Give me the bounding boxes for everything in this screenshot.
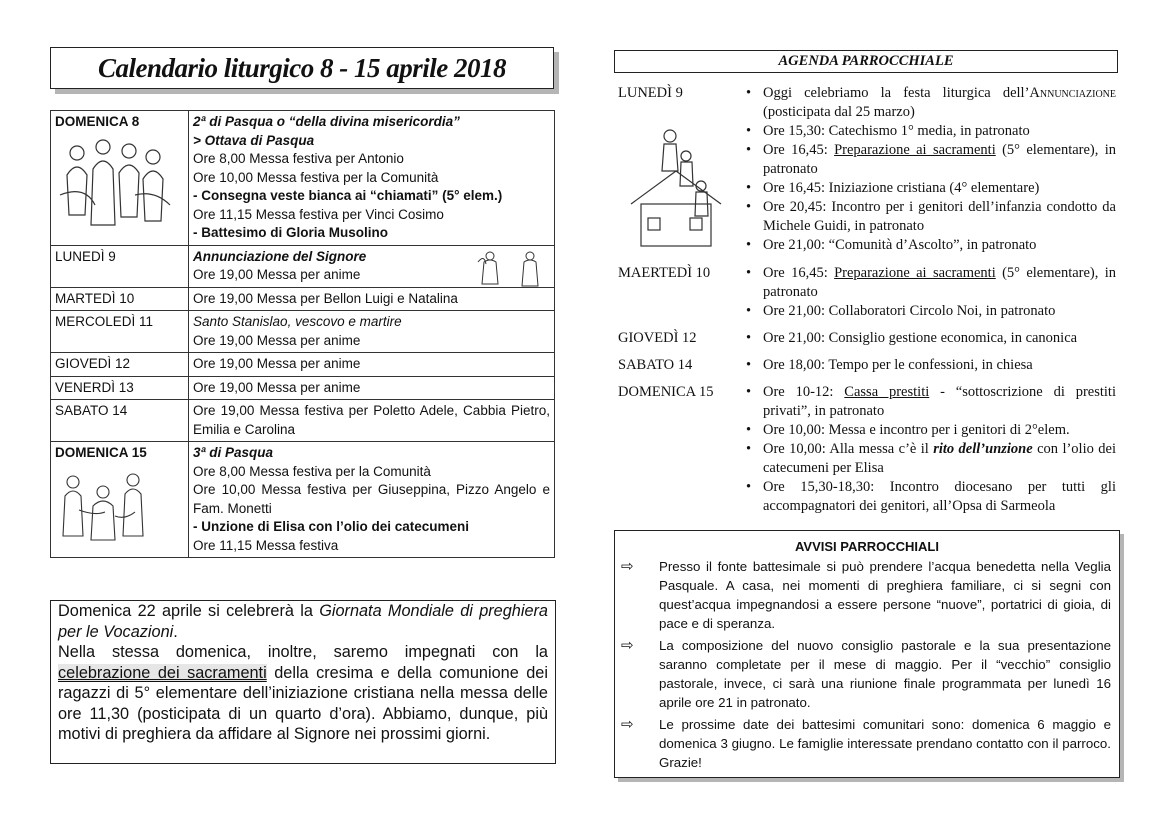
notice-paragraph-2: Nella stessa domenica, inoltre, saremo impegnati con la celebrazione dei sacramenti della cresima e della comunione dei ragazzi di 5° elementare dell’iniziazione cristiana nella messa delle ore 11,30 (posticipata di un quarto d’ora). Abbiamo, dunque, più motivi di preghiera da affidare al Signore nei prossimi giorni. [58,643,548,743]
calendar-day-cell: VENERDÌ 13 [51,376,189,400]
notices-title: AVVISI PARROCCHIALI [795,539,939,554]
calendar-row-tuesday-10 [51,287,555,311]
calendar-row-saturday-14 [51,400,555,442]
agenda-day-label: MAERTEDÌ 10 [618,265,711,281]
agenda-item: • Ore 21,00: Collaboratori Circolo Noi, in patronato [743,302,1116,321]
agenda-day-label: LUNEDÌ 9 [618,85,683,101]
mass-line: Ore 19,00 Messa per anime [193,332,361,348]
agenda-item: • Ore 21,00: “Comunità d’Ascolto”, in patronato [743,236,1116,255]
calendar-content-cell [189,245,555,287]
page-title: Calendario liturgico 8 - 15 aprile 2018 [97,52,507,83]
notice-item: ⇨ Presso il fonte battesimale si può prendere l’acqua benedetta nella Veglia Pasquale. A casa, nei momenti di preghiera familiare, ci si segni con quest’acqua impegnandosi a essere persone “nuove”, portatrici di gioia, di pace e di speranza. [621,558,1111,631]
calendar-day-cell: GIOVEDÌ 12 [51,353,189,377]
arrow-right-icon: ⇨ [621,637,634,654]
calendar-content-cell: Ore 19,00 Messa per anime [189,376,555,400]
calendar-row-friday-13 [51,376,555,400]
celebration-title: Annunciazione del Signore [193,248,367,264]
calendar-row-sunday-8 [51,111,555,246]
agenda-title: AGENDA PARROCCHIALE [778,53,954,69]
agenda-item: • Ore 21,00: Consiglio gestione economica, in canonica [743,329,1116,348]
agenda-list [743,84,1116,255]
event-line: - Consegna veste bianca ai “chiamati” (5° elem.) [193,188,503,203]
mass-line: Ore 10,00 Messa festiva per la Comunità [193,169,439,185]
notice-paragraph-1: Domenica 22 aprile si celebrerà la Giornata Mondiale di preghiera per le Vocazioni. [58,602,548,641]
calendar-content-cell: Ore 19,00 Messa per anime [189,353,555,377]
celebration-subtitle: > Ottava di Pasqua [193,132,315,148]
resurrection-illustration [55,135,173,230]
calendar-day-cell: LUNEDÌ 9 [51,245,189,287]
arrow-right-icon: ⇨ [621,558,634,575]
calendar-row-wednesday-11 [51,311,555,353]
family-house-illustration [626,126,726,251]
mass-line: Ore 8,00 Messa festiva per Antonio [193,151,404,166]
calendar-day-cell [51,111,189,246]
calendar-day-cell [51,442,189,558]
calendar-content-cell: Ore 19,00 Messa per Bellon Luigi e Natalina [189,287,555,311]
agenda-day-label: SABATO 14 [618,357,693,373]
agenda-list [743,264,1116,321]
event-line: - Unzione di Elisa con l’olio dei catecumeni [193,519,470,534]
mass-line: Ore 10,00 Messa festiva per Giuseppina, Pizzo Angelo e Fam. Monetti [193,482,550,516]
celebration-title: 2ª di Pasqua o “della divina misericordia” [193,114,460,129]
calendar-row-monday-9 [51,245,555,287]
calendar-content-cell: Ore 19,00 Messa festiva per Poletto Adele, Cabbia Pietro, Emilia e Carolina [189,400,555,442]
notice-item: ⇨ La composizione del nuovo consiglio pastorale e la sua presentazione saranno completate per il mese di maggio. Per il “vecchio” consiglio pastorale, invece, ci sarà una riunione finale programmata per lunedì 16 aprile ore 21 in patronato. [621,637,1111,710]
day-label: DOMENICA 15 [55,445,147,460]
parish-notices-box [614,530,1120,778]
mass-line: Ore 8,00 Messa festiva per la Comunità [193,463,431,479]
agenda-day-label: DOMENICA 15 [618,384,714,400]
agenda-item: • Ore 16,45: Preparazione ai sacramenti (5° elementare), in patronato [743,264,1116,302]
agenda-item: • Oggi celebriamo la festa liturgica dell’Annunciazione (posticipata dal 25 marzo) [743,84,1116,122]
calendar-row-sunday-15 [51,442,555,558]
arrow-right-icon: ⇨ [621,716,634,733]
annunciation-illustration [476,248,546,288]
liturgical-calendar-table [50,110,555,558]
calendar-day-cell: MARTEDÌ 10 [51,287,189,311]
agenda-item: • Ore 16,45: Iniziazione cristiana (4° elementare) [743,179,1116,198]
event-line: - Battesimo di Gloria Musolino [193,225,389,240]
agenda-day-monday-9 [618,84,1118,256]
calendar-content-cell [189,311,555,353]
agenda-item: • Ore 15,30: Catechismo 1° media, in patronato [743,122,1116,141]
celebration-title: 3ª di Pasqua [193,445,274,460]
highlighted-phrase: celebrazione dei sacramenti [58,663,267,682]
calendar-content-cell [189,442,555,558]
saint-title: Santo Stanislao, vescovo e martire [193,314,402,329]
calendar-day-cell: MERCOLEDÌ 11 [51,311,189,353]
mass-line: Ore 19,00 Messa per anime [193,267,361,282]
calendar-row-thursday-12 [51,353,555,377]
vocations-notice-box [50,600,556,764]
agenda-item: • Ore 10-12: Cassa prestiti - “sottoscrizione di prestiti privati”, in patronato [743,383,1116,421]
day-label: DOMENICA 8 [55,114,140,129]
agenda-day-label: GIOVEDÌ 12 [618,330,697,346]
apostles-illustration [55,466,155,546]
agenda-list [743,329,1116,348]
agenda-item: • Ore 10,00: Messa e incontro per i genitori di 2°elem. [743,421,1116,440]
calendar-content-cell [189,111,555,246]
agenda-list [743,383,1116,516]
agenda-list [743,356,1116,375]
calendar-day-cell: SABATO 14 [51,400,189,442]
mass-line: Ore 11,15 Messa festiva per Vinci Cosimo [193,206,444,222]
agenda-item: • Ore 20,45: Incontro per i genitori dell’infanzia condotto da Michele Guidi, in patronato [743,198,1116,236]
agenda-header [614,50,1118,73]
mass-line: Ore 11,15 Messa festiva [193,537,339,553]
notice-item: ⇨ Le prossime date dei battesimi comunitari sono: domenica 6 maggio e domenica 3 giugno. Le famiglie interessate prendano contatto con il parroco. Grazie! [621,716,1111,770]
agenda-item: • Ore 16,45: Preparazione ai sacramenti (5° elementare), in patronato [743,141,1116,179]
agenda-item: • Ore 10,00: Alla messa c’è il rito dell’unzione con l’olio dei catecumeni per Elisa [743,440,1116,478]
title-box [50,47,554,89]
agenda-item: • Ore 18,00: Tempo per le confessioni, in chiesa [743,356,1116,375]
agenda-item: • Ore 15,30-18,30: Incontro diocesano per tutti gli accompagnatori dei genitori, all’Opsa di Sarmeola [743,478,1116,516]
